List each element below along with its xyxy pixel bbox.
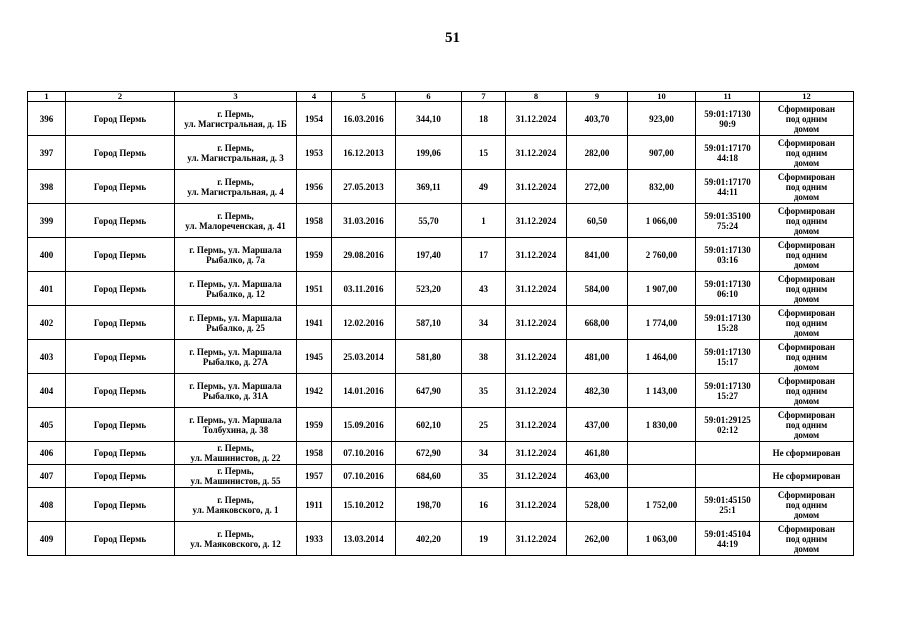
date-cell: 03.11.2016: [332, 272, 396, 306]
city-cell: Город Пермь: [66, 465, 175, 488]
deadline-cell: 31.12.2024: [506, 136, 567, 170]
year-cell: 1951: [297, 272, 332, 306]
area-cell: 647,90: [396, 374, 462, 408]
column-10-cell: 1 830,00: [628, 408, 696, 442]
address-cell: г. Пермь, ул. Магистральная, д. 1Б: [175, 102, 297, 136]
year-cell: 1911: [297, 488, 332, 522]
table-row: [28, 204, 854, 238]
cadastral-number-cell: [696, 442, 760, 465]
area-cell: 369,11: [396, 170, 462, 204]
table-row: [28, 306, 854, 340]
column-10-cell: 1 752,00: [628, 488, 696, 522]
deadline-cell: 31.12.2024: [506, 488, 567, 522]
cadastral-number-cell: 59:01:17170 44:18: [696, 136, 760, 170]
area-cell: 602,10: [396, 408, 462, 442]
year-cell: 1945: [297, 340, 332, 374]
column-header: 10: [628, 92, 696, 102]
residents-cell: 18: [462, 102, 506, 136]
column-9-cell: 272,00: [567, 170, 628, 204]
deadline-cell: 31.12.2024: [506, 408, 567, 442]
table-row: [28, 408, 854, 442]
column-number-row: [28, 92, 854, 102]
row-number: 406: [28, 442, 66, 465]
address-cell: г. Пермь, ул. Маршала Рыбалко, д. 12: [175, 272, 297, 306]
city-cell: Город Пермь: [66, 340, 175, 374]
deadline-cell: 31.12.2024: [506, 522, 567, 556]
column-9-cell: 461,80: [567, 442, 628, 465]
address-cell: г. Пермь, ул. Малореченская, д. 41: [175, 204, 297, 238]
row-number: 403: [28, 340, 66, 374]
year-cell: 1954: [297, 102, 332, 136]
column-header: 9: [567, 92, 628, 102]
date-cell: 16.03.2016: [332, 102, 396, 136]
column-9-cell: 282,00: [567, 136, 628, 170]
cadastral-number-cell: 59:01:17130 15:27: [696, 374, 760, 408]
land-status-cell: Не сформирован: [760, 465, 854, 488]
city-cell: Город Пермь: [66, 136, 175, 170]
address-cell: г. Пермь, ул. Маршала Толбухина, д. 38: [175, 408, 297, 442]
table-row: [28, 442, 854, 465]
land-status-cell: Сформирован под одним домом: [760, 170, 854, 204]
residents-cell: 15: [462, 136, 506, 170]
residents-cell: 34: [462, 442, 506, 465]
row-number: 396: [28, 102, 66, 136]
column-header: 8: [506, 92, 567, 102]
land-status-cell: Сформирован под одним домом: [760, 272, 854, 306]
city-cell: Город Пермь: [66, 408, 175, 442]
date-cell: 16.12.2013: [332, 136, 396, 170]
row-number: 409: [28, 522, 66, 556]
residents-cell: 17: [462, 238, 506, 272]
year-cell: 1958: [297, 442, 332, 465]
cadastral-number-cell: [696, 465, 760, 488]
column-9-cell: 668,00: [567, 306, 628, 340]
city-cell: Город Пермь: [66, 488, 175, 522]
land-status-cell: Сформирован под одним домом: [760, 374, 854, 408]
column-10-cell: 1 907,00: [628, 272, 696, 306]
page-number: 51: [445, 30, 460, 46]
column-10-cell: 832,00: [628, 170, 696, 204]
row-number: 408: [28, 488, 66, 522]
deadline-cell: 31.12.2024: [506, 340, 567, 374]
row-number: 398: [28, 170, 66, 204]
area-cell: 523,20: [396, 272, 462, 306]
residents-cell: 34: [462, 306, 506, 340]
column-header: 11: [696, 92, 760, 102]
year-cell: 1941: [297, 306, 332, 340]
date-cell: 13.03.2014: [332, 522, 396, 556]
deadline-cell: 31.12.2024: [506, 465, 567, 488]
city-cell: Город Пермь: [66, 170, 175, 204]
row-number: 404: [28, 374, 66, 408]
area-cell: 587,10: [396, 306, 462, 340]
city-cell: Город Пермь: [66, 442, 175, 465]
city-cell: Город Пермь: [66, 522, 175, 556]
cadastral-number-cell: 59:01:17170 44:11: [696, 170, 760, 204]
row-number: 407: [28, 465, 66, 488]
address-cell: г. Пермь, ул. Машинистов, д. 55: [175, 465, 297, 488]
date-cell: 12.02.2016: [332, 306, 396, 340]
deadline-cell: 31.12.2024: [506, 204, 567, 238]
column-9-cell: 482,30: [567, 374, 628, 408]
cadastral-number-cell: 59:01:17130 90:9: [696, 102, 760, 136]
year-cell: 1959: [297, 238, 332, 272]
land-status-cell: Сформирован под одним домом: [760, 306, 854, 340]
column-10-cell: 1 464,00: [628, 340, 696, 374]
area-cell: 581,80: [396, 340, 462, 374]
residents-cell: 16: [462, 488, 506, 522]
cadastral-number-cell: 59:01:17130 15:28: [696, 306, 760, 340]
address-cell: г. Пермь, ул. Маяковского, д. 1: [175, 488, 297, 522]
area-cell: 672,90: [396, 442, 462, 465]
area-cell: 344,10: [396, 102, 462, 136]
column-9-cell: 60,50: [567, 204, 628, 238]
table-row: [28, 488, 854, 522]
date-cell: 31.03.2016: [332, 204, 396, 238]
table-row: [28, 465, 854, 488]
column-9-cell: 528,00: [567, 488, 628, 522]
city-cell: Город Пермь: [66, 374, 175, 408]
column-9-cell: 262,00: [567, 522, 628, 556]
deadline-cell: 31.12.2024: [506, 170, 567, 204]
address-cell: г. Пермь, ул. Маршала Рыбалко, д. 7а: [175, 238, 297, 272]
date-cell: 29.08.2016: [332, 238, 396, 272]
column-10-cell: 1 063,00: [628, 522, 696, 556]
land-status-cell: Сформирован под одним домом: [760, 136, 854, 170]
cadastral-number-cell: 59:01:45104 44:19: [696, 522, 760, 556]
land-status-cell: Сформирован под одним домом: [760, 488, 854, 522]
table-row: [28, 136, 854, 170]
city-cell: Город Пермь: [66, 272, 175, 306]
column-10-cell: 2 760,00: [628, 238, 696, 272]
date-cell: 27.05.2013: [332, 170, 396, 204]
residents-cell: 49: [462, 170, 506, 204]
column-header: 6: [396, 92, 462, 102]
column-header: 2: [66, 92, 175, 102]
row-number: 400: [28, 238, 66, 272]
deadline-cell: 31.12.2024: [506, 306, 567, 340]
column-9-cell: 841,00: [567, 238, 628, 272]
cadastral-number-cell: 59:01:17130 06:10: [696, 272, 760, 306]
row-number: 399: [28, 204, 66, 238]
column-header: 12: [760, 92, 854, 102]
column-header: 7: [462, 92, 506, 102]
residents-cell: 43: [462, 272, 506, 306]
row-number: 397: [28, 136, 66, 170]
column-10-cell: 1 774,00: [628, 306, 696, 340]
address-cell: г. Пермь, ул. Маршала Рыбалко, д. 31А: [175, 374, 297, 408]
residents-cell: 35: [462, 465, 506, 488]
column-9-cell: 403,70: [567, 102, 628, 136]
land-status-cell: Сформирован под одним домом: [760, 102, 854, 136]
deadline-cell: 31.12.2024: [506, 272, 567, 306]
area-cell: 199,06: [396, 136, 462, 170]
area-cell: 198,70: [396, 488, 462, 522]
land-status-cell: Сформирован под одним домом: [760, 522, 854, 556]
date-cell: 15.09.2016: [332, 408, 396, 442]
table-row: [28, 522, 854, 556]
column-9-cell: 437,00: [567, 408, 628, 442]
city-cell: Город Пермь: [66, 204, 175, 238]
column-header: 4: [297, 92, 332, 102]
deadline-cell: 31.12.2024: [506, 374, 567, 408]
year-cell: 1957: [297, 465, 332, 488]
date-cell: 14.01.2016: [332, 374, 396, 408]
land-status-cell: Сформирован под одним домом: [760, 340, 854, 374]
area-cell: 55,70: [396, 204, 462, 238]
address-cell: г. Пермь, ул. Маршала Рыбалко, д. 27А: [175, 340, 297, 374]
column-10-cell: 907,00: [628, 136, 696, 170]
column-9-cell: 463,00: [567, 465, 628, 488]
cadastral-number-cell: 59:01:45150 25:1: [696, 488, 760, 522]
row-number: 405: [28, 408, 66, 442]
address-cell: г. Пермь, ул. Магистральная, д. 3: [175, 136, 297, 170]
address-cell: г. Пермь, ул. Магистральная, д. 4: [175, 170, 297, 204]
land-status-cell: Сформирован под одним домом: [760, 204, 854, 238]
date-cell: 25.03.2014: [332, 340, 396, 374]
column-10-cell: [628, 465, 696, 488]
date-cell: 07.10.2016: [332, 442, 396, 465]
year-cell: 1933: [297, 522, 332, 556]
table-row: [28, 238, 854, 272]
residents-cell: 1: [462, 204, 506, 238]
city-cell: Город Пермь: [66, 306, 175, 340]
housing-registry-table: [27, 91, 854, 556]
column-10-cell: [628, 442, 696, 465]
column-10-cell: 1 066,00: [628, 204, 696, 238]
land-status-cell: Сформирован под одним домом: [760, 238, 854, 272]
date-cell: 15.10.2012: [332, 488, 396, 522]
address-cell: г. Пермь, ул. Машинистов, д. 22: [175, 442, 297, 465]
year-cell: 1958: [297, 204, 332, 238]
row-number: 402: [28, 306, 66, 340]
address-cell: г. Пермь, ул. Маршала Рыбалко, д. 25: [175, 306, 297, 340]
table-row: [28, 272, 854, 306]
column-9-cell: 584,00: [567, 272, 628, 306]
date-cell: 07.10.2016: [332, 465, 396, 488]
area-cell: 402,20: [396, 522, 462, 556]
deadline-cell: 31.12.2024: [506, 102, 567, 136]
column-9-cell: 481,00: [567, 340, 628, 374]
cadastral-number-cell: 59:01:17130 03:16: [696, 238, 760, 272]
land-status-cell: Сформирован под одним домом: [760, 408, 854, 442]
residents-cell: 35: [462, 374, 506, 408]
city-cell: Город Пермь: [66, 238, 175, 272]
column-10-cell: 1 143,00: [628, 374, 696, 408]
address-cell: г. Пермь, ул. Маяковского, д. 12: [175, 522, 297, 556]
city-cell: Город Пермь: [66, 102, 175, 136]
column-header: 3: [175, 92, 297, 102]
cadastral-number-cell: 59:01:17130 15:17: [696, 340, 760, 374]
cadastral-number-cell: 59:01:35100 75:24: [696, 204, 760, 238]
deadline-cell: 31.12.2024: [506, 442, 567, 465]
year-cell: 1959: [297, 408, 332, 442]
column-10-cell: 923,00: [628, 102, 696, 136]
residents-cell: 25: [462, 408, 506, 442]
column-header: 5: [332, 92, 396, 102]
cadastral-number-cell: 59:01:29125 02:12: [696, 408, 760, 442]
residents-cell: 19: [462, 522, 506, 556]
residents-cell: 38: [462, 340, 506, 374]
land-status-cell: Не сформирован: [760, 442, 854, 465]
table-row: [28, 170, 854, 204]
year-cell: 1942: [297, 374, 332, 408]
deadline-cell: 31.12.2024: [506, 238, 567, 272]
table-row: [28, 102, 854, 136]
table-row: [28, 374, 854, 408]
year-cell: 1956: [297, 170, 332, 204]
row-number: 401: [28, 272, 66, 306]
table-row: [28, 340, 854, 374]
year-cell: 1953: [297, 136, 332, 170]
area-cell: 197,40: [396, 238, 462, 272]
area-cell: 684,60: [396, 465, 462, 488]
column-header: 1: [28, 92, 66, 102]
